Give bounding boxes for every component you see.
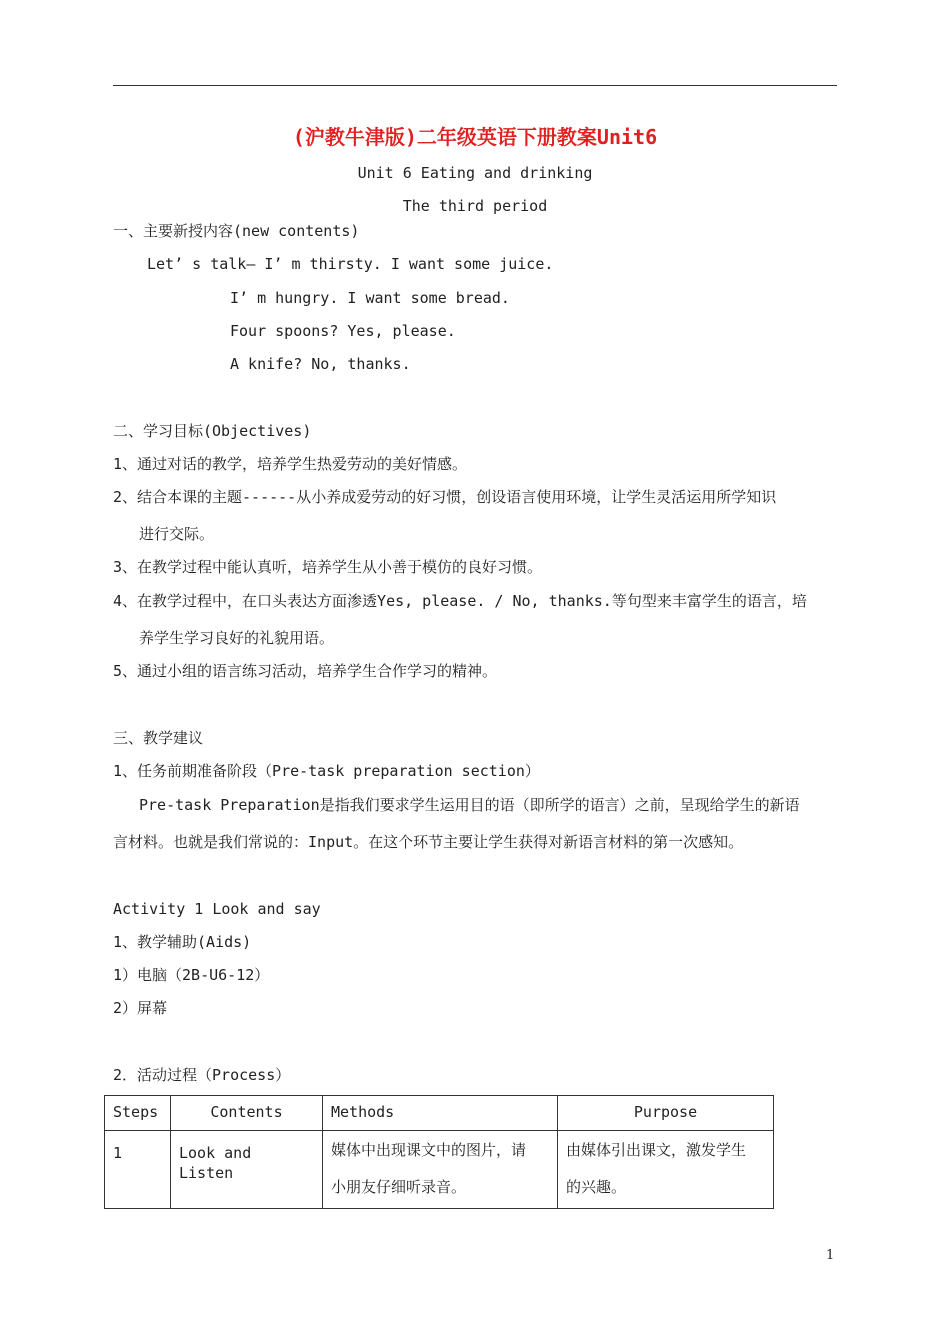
document-title: (沪教牛津版)二年级英语下册教案Unit6 [292, 125, 658, 149]
page-number: 1 [826, 1248, 835, 1263]
activity-title: Activity 1 Look and say [113, 900, 321, 918]
purpose-line: 的兴趣。 [566, 1178, 627, 1196]
objective-item: 4、在教学过程中，在口头表达方面渗透Yes, please. / No, thanks.等句型来丰富学生的语言，培 [113, 592, 807, 610]
table-header-row [105, 1096, 774, 1131]
aid-item: 2）屏幕 [113, 999, 168, 1017]
section3-heading: 三、教学建议 [113, 729, 204, 747]
pretask-heading: 1、任务前期准备阶段（Pre-task preparation section） [113, 762, 540, 780]
section2-heading: 二、学习目标(Objectives) [113, 422, 312, 440]
aid-item: 1）电脑（2B-U6-12） [113, 966, 270, 984]
pretask-paragraph: 言材料。也就是我们常说的：Input。在这个环节主要让学生获得对新语言材料的第一次感知。 [113, 833, 744, 851]
header-rule [113, 85, 837, 86]
objective-item: 1、通过对话的教学，培养学生热爱劳动的美好情感。 [113, 455, 468, 473]
aids-heading: 1、教学辅助(Aids) [113, 933, 252, 951]
table-row [105, 1131, 774, 1209]
section1-heading: 一、主要新授内容(new contents) [113, 222, 360, 240]
objective-item: 3、在教学过程中能认真听，培养学生从小善于模仿的良好习惯。 [113, 558, 543, 576]
cell-step: 1 [105, 1131, 171, 1209]
cell-methods [323, 1131, 558, 1209]
objective-item: 5、通过小组的语言练习活动，培养学生合作学习的精神。 [113, 662, 498, 680]
methods-line: 媒体中出现课文中的图片，请 [331, 1141, 527, 1159]
objective-item-continued: 进行交际。 [139, 525, 215, 543]
dialogue-line: Let’ s talk— I’ m thirsty. I want some juice. [147, 255, 554, 273]
header-contents: Contents [171, 1096, 323, 1131]
cell-purpose [558, 1131, 774, 1209]
period-title: The third period [402, 197, 548, 215]
dialogue-line: A knife? No, thanks. [230, 355, 411, 373]
unit-title: Unit 6 Eating and drinking [357, 164, 593, 182]
dialogue-line: I’ m hungry. I want some bread. [230, 289, 510, 307]
header-methods: Methods [323, 1096, 558, 1131]
objective-item: 2、结合本课的主题------从小养成爱劳动的好习惯，创设语言使用环境，让学生灵活运用所学知识 [113, 488, 777, 506]
process-heading: 2．活动过程（Process） [113, 1066, 291, 1084]
cell-contents: Look and Listen [171, 1131, 323, 1209]
process-table [104, 1095, 774, 1209]
purpose-line: 由媒体引出课文，激发学生 [566, 1141, 747, 1159]
methods-line: 小朋友仔细听录音。 [331, 1178, 467, 1196]
header-purpose: Purpose [558, 1096, 774, 1131]
pretask-paragraph: Pre-task Preparation是指我们要求学生运用目的语（即所学的语言）之前，呈现给学生的新语 [139, 796, 800, 814]
objective-item-continued: 养学生学习良好的礼貌用语。 [139, 629, 335, 647]
header-steps: Steps [105, 1096, 171, 1131]
dialogue-line: Four spoons? Yes, please. [230, 322, 456, 340]
